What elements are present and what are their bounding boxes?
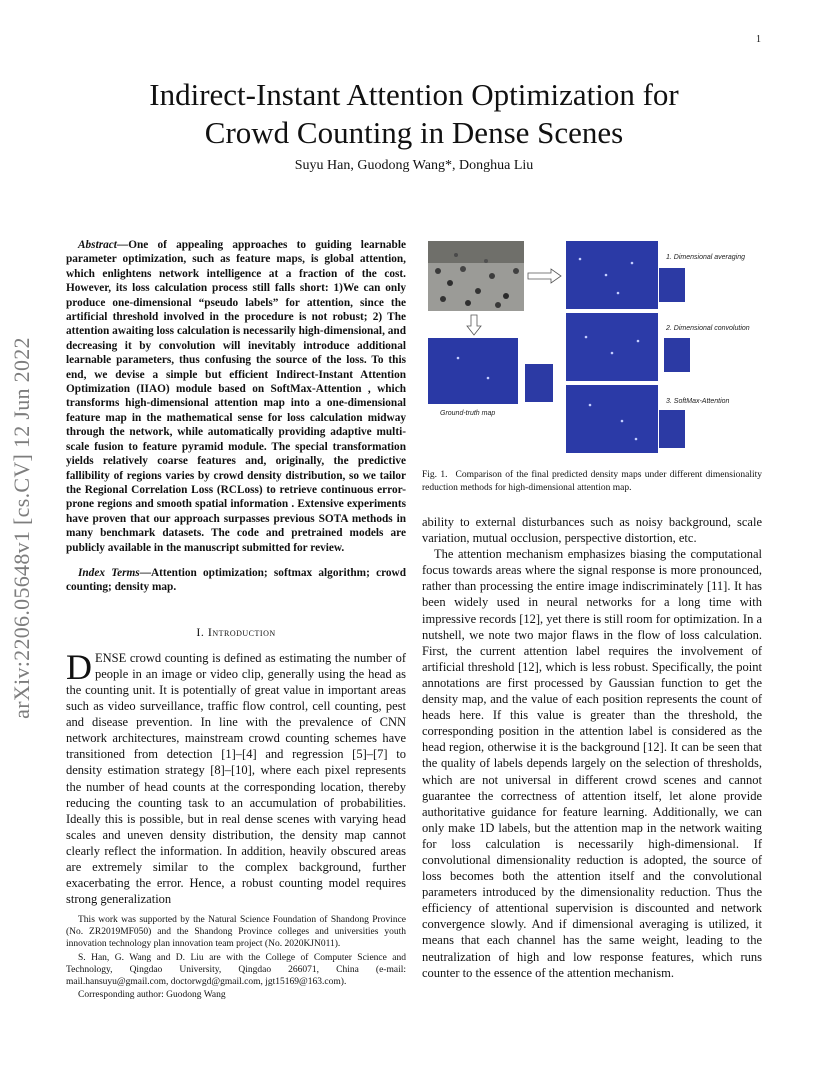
caption-figure-number: Fig. 1. bbox=[422, 470, 448, 480]
zoom-ground-truth bbox=[525, 364, 553, 402]
arrow-right-icon bbox=[527, 268, 563, 284]
ground-truth-map bbox=[428, 338, 518, 404]
right-body bbox=[422, 514, 762, 981]
zoom-averaging bbox=[659, 268, 685, 302]
intro-paragraph bbox=[66, 646, 406, 908]
label-ground-truth: Ground-truth map bbox=[440, 410, 496, 417]
abstract-text: —One of appealing approaches to guiding learnable parameter optimization, such as feature maps, is global attention, which enlightens network intelligence at a fraction of the cost. However, its loss calculation process still falls short: 1)We can only produce one-dimensional “pseudo labels” for attention, since the artificial threshold involved in the procedure is not robust; 2) The attention awaiting loss calculation is necessarily high-dimensional, and decreasing it by convolution will inevitably introduce additional learnable parameters, thus confusing the source of the loss. To this end, we devise a simple but efficient Indirect-Instant Attention Optimization (IIAO) module based on SoftMax-Attention , which transforms high-dimensional attention map into a one-dimensional feature map in the mathematical sense for loss calculation midway through the network, while automatically providing adaptive multi-scale fusion to feature pyramid module. The special transformation yields relatively coarse features and, originally, the predictive fallibility of regions varies by crowd density distribution, so we tailor the Regional Correlation Loss (RCLoss) to retrieve continuous error-prone regions and smooth spatial information . Extensive experiments have proven that our approach surpasses previous SOTA methods in many benchmark datasets. The code and pretrained models are publicly available in the manuscript submitted for review. bbox=[66, 239, 406, 554]
figure-caption bbox=[422, 469, 762, 494]
crowd-photo bbox=[428, 241, 524, 311]
author-list: Suyu Han, Guodong Wang*, Donghua Liu bbox=[294, 158, 534, 173]
footnote-corresponding: Corresponding author: Guodong Wang bbox=[78, 990, 226, 1001]
density-map-averaging bbox=[566, 241, 658, 309]
abstract-lead: Abstract bbox=[78, 239, 117, 251]
title-line-2: Crowd Counting in Dense Scenes bbox=[204, 115, 624, 150]
zoom-softmax bbox=[659, 410, 685, 448]
figure-1 bbox=[422, 238, 762, 463]
zoom-convolution bbox=[664, 338, 690, 372]
arxiv-identifier: arXiv:2206.05648v1 [cs.CV] 12 Jun 2022 bbox=[9, 337, 34, 719]
footnote-funding: This work was supported by the Natural Science Foundation of Shandong Province (No. ZR2019MF050) and the Shandong Province colleges and universities youth innovation technology plan innovation team project (No. 2020KJN011). bbox=[66, 915, 406, 950]
density-map-softmax bbox=[566, 385, 658, 453]
density-map-softmax-texture bbox=[566, 385, 658, 453]
right-paragraph-1: ability to external disturbances such as noisy background, scale variation, mutual occlusion, perspective distortion, etc. bbox=[422, 515, 762, 546]
index-terms-text: —Attention optimization; softmax algorithm; crowd counting; density map. bbox=[66, 566, 406, 594]
index-terms-lead: Index Terms bbox=[78, 566, 140, 579]
index-terms bbox=[66, 566, 406, 595]
label-dimensional-convolution: 2. Dimensional convolution bbox=[666, 325, 750, 332]
arrow-down-icon bbox=[466, 314, 482, 336]
footnote-affiliation: S. Han, G. Wang and D. Liu are with the College of Computer Science and Technology, Qingdao University, Qingdao 266071, China (e-mail: mail.hansuyu@gmail.com, doctorwgd@gmail.com, jgt15169@163.com). bbox=[66, 952, 406, 988]
right-paragraph-2: The attention mechanism emphasizes biasing the computational focus towards areas where the signal response is more pronounced, rather than processing the entire image indiscriminately [11]. It has been widely used in neural networks for a long time with impressive records [12], yet there is still room for optimization. In a nutshell, we note two major flaws in the flow of loss calculation. First, the current attention label requires the involvement of artificial threshold [12], which is less robust. Specifically, the point annotations are first processed by Gaussian function to get the density map, and the value of each position represents the count of heads here. If this value is greater than the threshold, the corresponding position in the attention label is considered as the head region, otherwise it is the background [12]. It can be seen that the quality of labels depends largely on the selection of thresholds, which are not universal in different crowd scenes and cannot guarantee the correctness of attention itself, let alone provide authoritative guidance for feature learning. Additionally, we can only make 1D labels, but the attention map in the network waiting for loss calculation is necessarily high-dimensional. If convolutional dimensionality reduction is adopted, the source of loss becomes both the attention itself and the convolutional parameters introduced by the dimensionality reduction. Thus the efficiency of attentional supervision is discounted and network convergence slowly. And if dimensional averaging is utilized, it means that each channel has the same weight, leading to the neutralization of high and low response features, which runs counter to the essence of the attention mechanism. bbox=[422, 547, 762, 980]
label-softmax-attention: 3. SoftMax-Attention bbox=[666, 398, 730, 405]
density-map-averaging-texture bbox=[566, 241, 658, 309]
drop-cap: D bbox=[66, 646, 92, 687]
density-map-convolution bbox=[566, 313, 658, 381]
paper-title bbox=[70, 76, 758, 152]
right-column bbox=[422, 238, 762, 981]
abstract bbox=[66, 238, 406, 555]
footnotes bbox=[66, 914, 406, 1002]
caption-text: Comparison of the final predicted density maps under different dimensionality reduction methods for high-dimensional attention map. bbox=[422, 470, 762, 493]
intro-text: ENSE crowd counting is defined as estimating the number of people in an image or video clip, generally using the head as the counting unit. It is potentially of great value in important areas such as video surveillance, traffic flow control, cell counting, pest and disease prevention. In line with the prevalence of CNN network architectures, mainstream crowd counting schemes have transitioned from detection [1]–[4] and regression [5]–[7] to density estimation strategy [8]–[10], where each pixel represents the number of head counts at the corresponding location, thereby reducing the counting task to an accumulation of probabilities. Ideally this is possible, but in real dense scenes with varying head scales and uneven density distribution, the density map cannot clearly reflect the information. In addition, heavily obscured areas are extremely similar to the complex background, further exacerbating the error. Hence, a robust counting model requires strong generalization bbox=[66, 650, 406, 907]
section-heading: I. Introduction bbox=[196, 624, 276, 639]
ground-truth-map-texture bbox=[428, 338, 518, 404]
label-dimensional-averaging: 1. Dimensional averaging bbox=[666, 254, 745, 261]
crowd-photo-texture bbox=[428, 241, 524, 311]
page-number: 1 bbox=[756, 34, 761, 45]
title-line-1: Indirect-Instant Attention Optimization for bbox=[149, 77, 679, 112]
left-column bbox=[66, 238, 406, 907]
density-map-convolution-texture bbox=[566, 313, 658, 381]
